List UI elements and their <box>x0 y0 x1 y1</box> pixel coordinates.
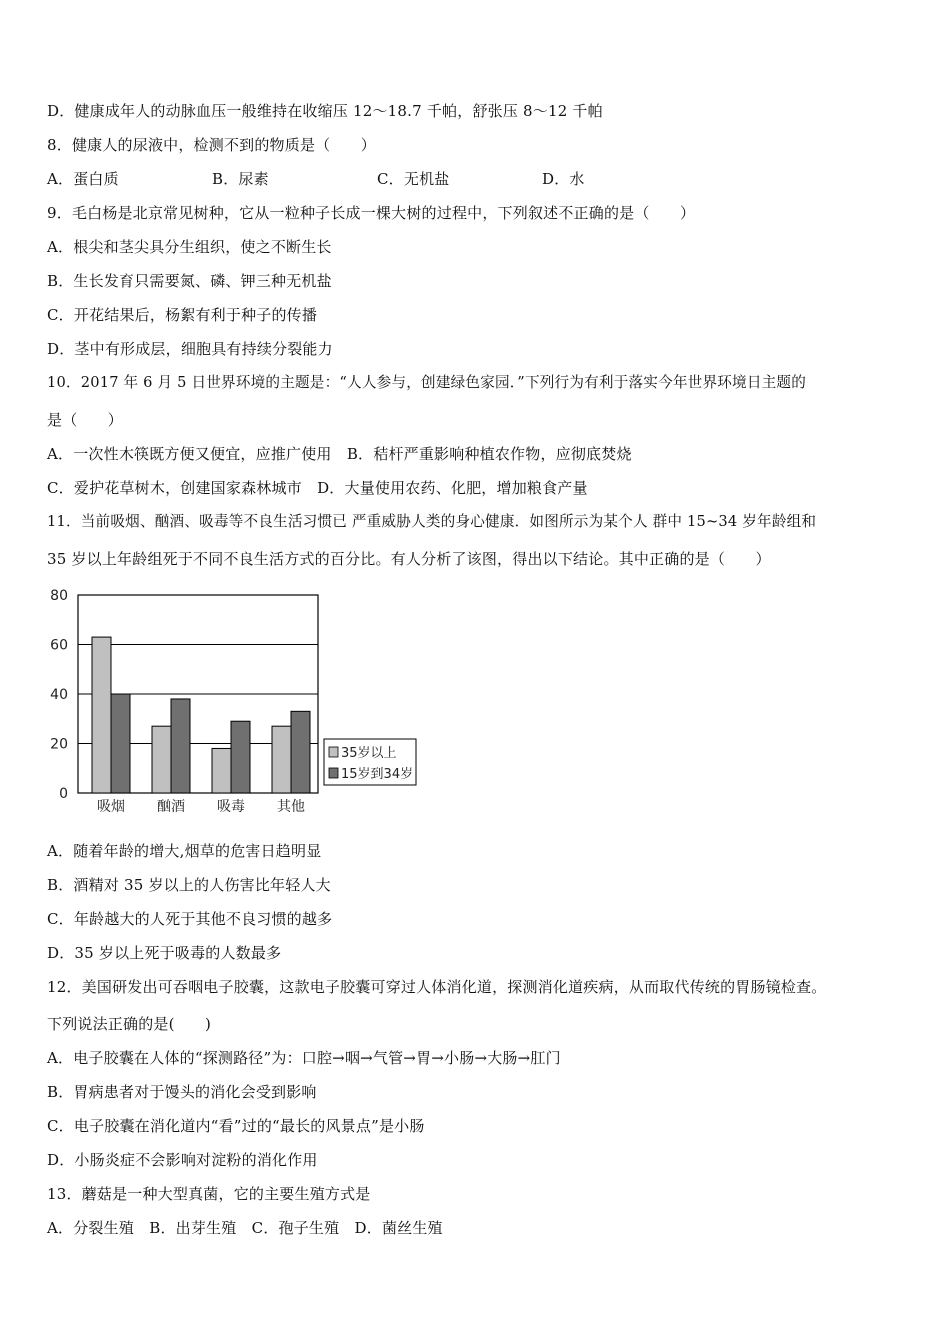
q8-option-a: A．蛋白质 <box>47 170 119 188</box>
q10-options-ab: A．一次性木筷既方便又便宜，应推广使用 B．秸杆严重影响种植农作物，应彻底焚烧 <box>47 445 632 463</box>
q11-option-d: D．35 岁以上死于吸毒的人数最多 <box>47 944 282 962</box>
bar <box>272 726 291 793</box>
y-tick-label: 80 <box>50 588 68 604</box>
q8-stem: 8．健康人的尿液中，检测不到的物质是（ ） <box>47 136 376 154</box>
x-category-label: 酗酒 <box>157 799 185 815</box>
legend-label: 35岁以上 <box>341 746 397 761</box>
q12-stem-line2: 下列说法正确的是( ) <box>47 1015 212 1033</box>
q12-option-a: A．电子胶囊在人体的“探测路径”为：口腔→咽→气管→胃→小肠→大肠→肛门 <box>47 1049 561 1067</box>
q13-options: A．分裂生殖 B．出芽生殖 C．孢子生殖 D．菌丝生殖 <box>47 1219 443 1237</box>
bar <box>111 694 130 793</box>
q11-bar-chart <box>40 585 430 820</box>
q7-option-d: D．健康成年人的动脉血压一般维持在收缩压 12～18.7 千帕，舒张压 8～12 千帕 <box>47 102 603 120</box>
q11-stem-line1: 11．当前吸烟、酗酒、吸毒等不良生活习惯已 严重威胁人类的身心健康．如图所示为某个人 群中 15~34 岁年龄组和 <box>47 513 817 530</box>
q10-stem-line1: 10．2017 年 6 月 5 日世界环境的主题是：“人人参与，创建绿色家园．”下列行为有利于落实今年世界环境日主题的 <box>47 374 807 391</box>
q9-option-b: B．生长发育只需要氮、磷、钾三种无机盐 <box>47 272 332 290</box>
bar <box>171 699 190 793</box>
q8-options <box>47 169 747 189</box>
q9-option-a: A．根尖和茎尖具分生组织，使之不断生长 <box>47 238 332 256</box>
q11-option-c: C．年龄越大的人死于其他不良习惯的越多 <box>47 910 333 928</box>
x-category-label: 其他 <box>277 799 305 815</box>
x-category-label: 吸烟 <box>97 799 125 815</box>
q11-option-a: A．随着年龄的增大,烟草的危害日趋明显 <box>47 842 322 860</box>
legend-swatch <box>329 768 338 778</box>
q8-option-d: D．水 <box>542 170 585 188</box>
q12-option-d: D．小肠炎症不会影响对淀粉的消化作用 <box>47 1151 318 1169</box>
y-tick-label: 20 <box>50 736 68 753</box>
legend-label: 15岁到34岁 <box>341 767 414 782</box>
y-tick-label: 40 <box>50 687 68 703</box>
q11-stem-line2: 35 岁以上年龄组死于不同不良生活方式的百分比。有人分析了该图，得出以下结论。其中正确的是（ ） <box>47 550 771 568</box>
q8-option-b: B．尿素 <box>212 170 269 188</box>
bar <box>152 726 171 793</box>
q10-options-cd: C．爱护花草树木，创建国家森林城市 D．大量使用农药、化肥，增加粮食产量 <box>47 479 588 497</box>
q10-stem-line2: 是（ ） <box>47 411 124 429</box>
q11-option-b: B．酒精对 35 岁以上的人伤害比年轻人大 <box>47 876 331 894</box>
q12-option-b: B．胃病患者对于馒头的消化会受到影响 <box>47 1083 317 1101</box>
q8-option-c: C．无机盐 <box>377 170 450 188</box>
q9-stem: 9．毛白杨是北京常见树种，它从一粒种子长成一棵大树的过程中，下列叙述不正确的是（ ） <box>47 204 696 222</box>
y-tick-label: 60 <box>50 637 68 654</box>
y-tick-label: 0 <box>59 786 68 802</box>
x-category-label: 吸毒 <box>217 799 245 815</box>
q12-option-c: C．电子胶囊在消化道内“看”过的“最长的风景点”是小肠 <box>47 1117 425 1135</box>
bar <box>231 721 250 793</box>
q9-option-d: D．茎中有形成层，细胞具有持续分裂能力 <box>47 340 333 358</box>
legend-swatch <box>329 747 338 757</box>
q12-stem-line1: 12．美国研发出可吞咽电子胶囊，这款电子胶囊可穿过人体消化道，探测消化道疾病，从而取代传统的胃肠镜检查。 <box>47 978 827 996</box>
q13-stem: 13．蘑菇是一种大型真菌，它的主要生殖方式是 <box>47 1185 371 1203</box>
bar <box>92 637 111 793</box>
q9-option-c: C．开花结果后，杨絮有利于种子的传播 <box>47 306 318 324</box>
chart-plot-area <box>50 588 318 815</box>
chart-legend <box>324 739 416 785</box>
bar <box>291 711 310 793</box>
bar <box>212 748 231 793</box>
